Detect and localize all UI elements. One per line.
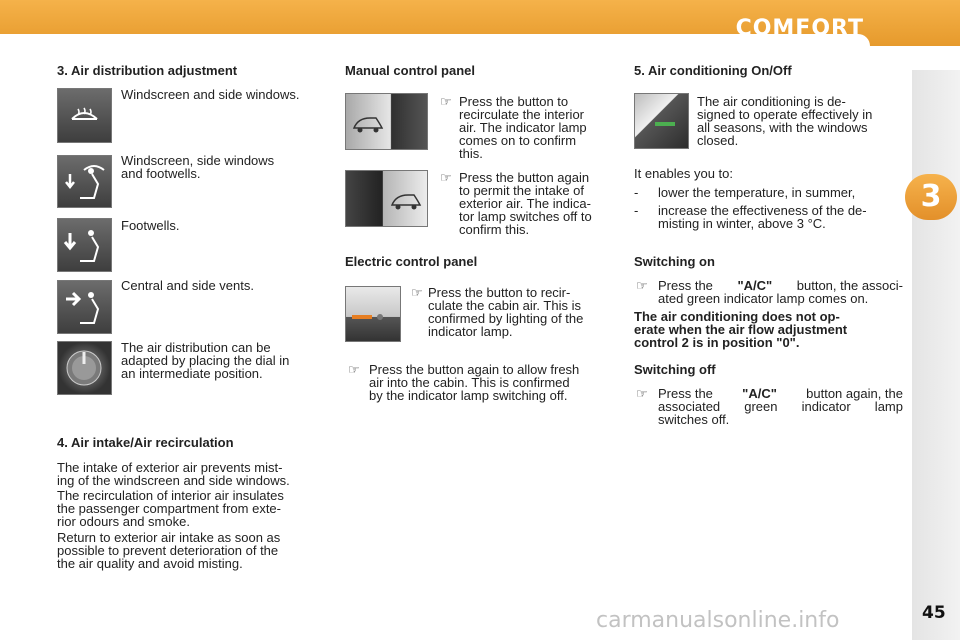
distribution-dial-icon: [57, 341, 112, 395]
ac-enables-text: It enables you to:: [634, 166, 734, 181]
bullet-icon: ☞: [440, 170, 452, 185]
ac-list-item-2: increase the effectiveness of the de- misting in winter, above 3 °C.: [658, 203, 867, 231]
bullet-icon: ☞: [636, 386, 648, 401]
manual-text-1: Press the button to recirculate the interior air. The indicator lamp comes on to confirm this.: [459, 94, 587, 161]
section-heading-electric-panel: Electric control panel: [345, 254, 478, 269]
electric-recirc-button-image: [345, 286, 401, 342]
chapter-tab: 3: [905, 174, 957, 220]
section-heading-switching-on: Switching on: [634, 254, 715, 269]
air-intake-paragraph-2: The recirculation of interior air insulates the passenger compartment from exte- rior odours and smoke.: [57, 488, 284, 529]
bullet-icon: ☞: [440, 94, 452, 109]
electric-text-1: Press the button to recir- culate the cabin air. This is confirmed by lighting of the indicator lamp.: [428, 285, 584, 339]
distribution-text-5: The air distribution can be adapted by placing the dial in an intermediate position.: [121, 340, 290, 381]
section-heading-switching-off: Switching off: [634, 362, 716, 377]
distribution-text-4: Central and side vents.: [121, 278, 254, 293]
ac-button-image: [634, 93, 689, 149]
windscreen-footwell-icon: [57, 155, 112, 208]
ac-intro-text: The air conditioning is de- signed to operate effectively in all seasons, with the windows closed.: [697, 94, 873, 148]
section-heading-air-conditioning: 5. Air conditioning On/Off: [634, 63, 792, 78]
bullet-icon: ☞: [636, 278, 648, 293]
list-dash: -: [634, 185, 639, 200]
section-heading-manual-panel: Manual control panel: [345, 63, 476, 78]
distribution-text-1: Windscreen and side windows.: [121, 87, 300, 102]
ac-list-item-1: lower the temperature, in summer,: [658, 185, 856, 200]
watermark: carmanualsonline.info: [596, 608, 840, 633]
manual-text-2: Press the button again to permit the intake of exterior air. The indica- tor lamp switches off to confirm this.: [459, 170, 592, 237]
side-bar: [912, 70, 960, 640]
electric-text-2: Press the button again to allow fresh air into the cabin. This is confirmed by the indicator lamp switching off.: [369, 362, 580, 403]
switching-off-text: Press the "A/C" button again, the associated green indicator lamp switches off.: [658, 386, 903, 427]
ac-warning-text: The air conditioning does not op- erate when the air flow adjustment control 2 is in position "0".: [634, 309, 848, 350]
section-heading-air-distribution: 3. Air distribution adjustment: [57, 63, 238, 78]
bullet-icon: ☞: [411, 285, 423, 300]
vents-icon: [57, 280, 112, 334]
switching-on-text: Press the "A/C" button, the associ- ated green indicator lamp comes on.: [658, 278, 903, 306]
air-intake-paragraph-3: Return to exterior air intake as soon as possible to prevent deterioration of the the air quality and avoid misting.: [57, 530, 281, 571]
distribution-text-3: Footwells.: [121, 218, 180, 233]
manual-recirc-button-image: [345, 93, 428, 150]
bullet-icon: ☞: [348, 362, 360, 377]
list-dash: -: [634, 203, 639, 218]
page-title: COMFORT: [735, 16, 864, 41]
windscreen-demist-icon: [57, 88, 112, 143]
manual-fresh-air-button-image: [345, 170, 428, 227]
distribution-text-2: Windscreen, side windows and footwells.: [121, 153, 275, 181]
section-heading-air-intake: 4. Air intake/Air recirculation: [57, 435, 234, 450]
air-intake-paragraph-1: The intake of exterior air prevents mist- ing of the windscreen and side windows.: [57, 460, 290, 488]
footwell-icon: [57, 218, 112, 272]
page-number: 45: [922, 603, 946, 623]
